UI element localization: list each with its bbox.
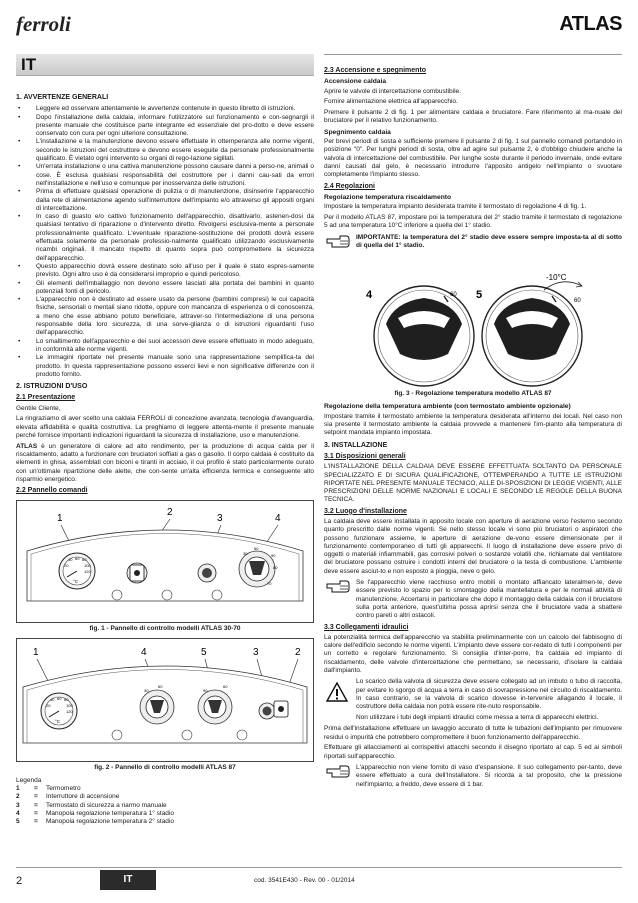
knob-4-tick: 60 (450, 292, 457, 299)
list-item: • Questo apparecchio dovrà essere destinato solo all'uso per il quale è stato espres-samente previsto. Ogni altro uso è da considerarsi improprio e quindi pericoloso. (16, 263, 314, 280)
list-item: • Un'errata installazione o una cattiva manutenzione possono causare danni a perso-ne, animali o cose. È esclusa qualsiasi responsabilità del costruttore per i danni cau-sati da errori nell'installazione e nell'uso e comunque per inosservanza delle istruzioni. (16, 163, 314, 188)
table-row (16, 793, 174, 801)
gauge-tick: 100 (84, 562, 91, 568)
atlas-paragraph (16, 443, 314, 484)
figure-2-caption: fig. 2 - Pannello di controllo modelli ATLAS 87 (94, 763, 236, 771)
warning-text: Lo scarico della valvola di sicurezza deve essere collegato ad un imbuto o tubo di raccolta, per evitare lo sgorgo di acqua a terra in caso di sovrapressione nel circuito di riscaldamento. In caso contrario, se la valvola di scarico dovesse in-tervenire allagando il locale, il costruttore della caldaia non potrà essere rite-nuto responsabile. (356, 678, 622, 711)
gauge-tick: 60 (75, 555, 80, 561)
legend-eq: = (34, 793, 38, 801)
gauge-tick: 20 (46, 703, 51, 709)
gauge-unit: °C (73, 578, 79, 584)
knob-tick: 60 (223, 684, 228, 690)
warning-text: Non utilizzare i tubi degli impianti idraulici come messa a terra di apparecchi elettrici. (356, 714, 599, 722)
knob-tick: 70 (267, 580, 272, 586)
paragraph: Per il modello ATLAS 87, impostare poi la temperatura del 2° stadio tramite il termostato di regolazione 5 ad una temperatura 10°C inferiore a quella del 1° stadio. (324, 213, 622, 230)
section-3-3-title: 3.3 Collegamenti idraulici (324, 623, 409, 631)
pointing-hand-icon (326, 234, 350, 248)
figure-3 (324, 254, 622, 388)
section-2-1-title: 2.1 Presentazione (16, 394, 76, 402)
control-panel-2-drawing (17, 639, 313, 757)
control-panel-figure-1 (16, 500, 314, 623)
legend-eq: = (34, 817, 38, 825)
gauge-unit: °C (55, 719, 61, 725)
control-panel-figure-2 (16, 638, 314, 761)
section-2-4-title: 2.4 Regolazioni (324, 182, 375, 190)
list-item: • In caso di guasto e/o cattivo funzionamento dell'apparecchio, disattivarlo, astenen-dosi da qualsiasi tentativo di riparazione o d'intervento diretto. Rivolgersi esclusiva-mente a personale professionalmente qualificato. L'eventuale riparazione-sostituzione dei prodotti dovrà essere effettuata solamente da personale professio-nalmente qualificato utilizzando esclusivamente ricambi originali. Il mancato rispetto di quanto sopra può compromettere la sicurezza dell'apparecchio. (16, 213, 314, 263)
expansion-vessel-note-text: L'apparecchio non viene fornito di vaso d'espansione. Il suo collegamento per-tanto, deve essere effettuato a cura dell'Installatore. Si ricorda a tal proposito, che la pressione nell'impianto, a freddo, deve essere di 1 bar. (356, 764, 622, 788)
section-2-2-title: 2.2 Pannello comandi (16, 487, 88, 495)
legend-value: Termostato di sicurezza a riarmo manuale (46, 801, 167, 809)
table-row (16, 818, 174, 826)
knob-tick: 30 (243, 550, 248, 556)
legend-value: Termometro (46, 785, 81, 793)
list-item: • L'apparecchio non è destinato ad essere usato da persone (bambini compresi) le cui capacità fisiche, sensoriali o mentali siano ridotte, oppure con mancanza di esperienza o di conoscenza, a meno che esse abbiano potuto beneficiare, attraver-so l'intermediazione di una persona responsabile della loro sicurezza, di una sorve-glianza o di istruzioni riguardanti l'uso dell'apparecchio. (16, 296, 314, 337)
offset-label: -10°C (546, 273, 567, 283)
left-column (16, 90, 314, 826)
list-item: • Dopo l'installazione della caldaia, informare l'utilizzatore sul funzionamento e con-segnargli il presente manuale che costituisce parte integrante ed essenziale del pro-dotto e deve essere conservato con cura per ogni ulteriore consultazione. (16, 114, 314, 139)
boiler-off-heading: Spegnimento caldaia (324, 128, 391, 136)
gauge-tick: 100 (66, 703, 73, 709)
installation-note (324, 579, 622, 620)
knob-tick: 60 (158, 684, 163, 690)
callout-1: 1 (57, 512, 63, 524)
legend-eq: = (34, 801, 38, 809)
legend-title: Legenda (16, 776, 42, 784)
room-temp-heading: Regolazione della temperatura ambiente (con termostato ambiente opzionale) (324, 403, 571, 411)
legend-key: 3 (16, 801, 20, 809)
important-note-text: IMPORTANTE: la temperatura del 2° stadio deve essere sempre imposta-ta al di sotto di quella del 1° stadio. (356, 233, 622, 249)
paragraph: Effettuare gli allacciamenti ai corrispettivi attacchi secondo il disegno riportato al cap. 5 ed ai simboli riportati sull'apparecchio. (324, 744, 622, 760)
legend-value: Manopola regolazione temperatura 1° stadio (46, 809, 174, 817)
paragraph: La caldaia deve essere installata in apposito locale con aperture di aerazione verso l'esterno secondo quanto prescritto dalle norme vigenti. Se nello stesso locale vi sono più bruciatori o aspiratori che possono funzionare assieme, le aperture di aerazione de-vono essere dimensionate per il funzionamento contemporaneo di tutti gli apparecchi. Il luogo di installazione deve essere privo di oggetti o materiali infiammabili, gas corrosivi polveri o sostanze volatili che, richiamate dal ventilatore del bruciatore possano ostruire i condotti interni del bruciatore o la testa di combustione. L'ambiente deve essere asciut-to e non esposto a pioggia, neve o gelo. (324, 518, 622, 575)
gauge-tick: 60 (57, 696, 62, 702)
gauge-tick: 80 (82, 556, 87, 562)
paragraph: Premere il pulsante 2 di fig. 1 per alimentare caldaia e bruciatore. Fare riferimento al ma-nuale del bruciatore per il relativo funzionamento. (324, 109, 622, 125)
gauge-tick: 40 (50, 697, 55, 703)
thermostat-knobs-drawing (324, 254, 622, 388)
control-panel-1-drawing (17, 501, 313, 619)
boiler-on-heading: Accensione caldaia (324, 78, 387, 86)
intro-paragraph: La ringraziamo di aver scelto una caldaia FERROLI di concezione avanzata, tecnologia d'avanguardia, elevata affidabilità e qualità costruttiva. La preghiamo di leggere attenta-mente il presente manuale perché fornisce importanti indicazioni riguardanti la sicurezza di installazione, uso e manutenzione. (16, 415, 314, 440)
list-item: • L'installazione e la manutenzione devono essere effettuate in ottemperanza alle norme vigenti, secondo le istruzioni del costruttore e devono essere eseguite da personale professionalmente qualificato. È vietato ogni intervento su organi di rego-lazione sigillati. (16, 138, 314, 163)
section-1-title: 1. AVVERTENZE GENERALI (16, 94, 109, 101)
callout-3: 3 (253, 647, 259, 659)
paragraph: La potenzialità termica dell'apparecchio va stabilita preliminarmente con un calcolo del fabbisogno di calore dell'edificio secondo le norme vigenti. L'impianto deve essere cor-redato di tutti i componenti per un corretto e regolare funzionamento. Si consiglia d'inter-porre, fra caldaia ed impianto di riscaldamento, delle valvole d'intercettazione che permettano, se necessario, d'isolare la caldaia dall'impianto. (324, 633, 622, 675)
greeting: Gentile Cliente, (16, 404, 61, 412)
list-item: • Le immagini riportate nel presente manuale sono una rappresentazione semplifica-ta del prodotto. In questa rappresentazione possono esserci lievi e non significative differenze con il prodotto fornito. (16, 354, 314, 379)
legend-key: 4 (16, 809, 20, 817)
paragraph: Aprire le valvole di intercettazione combustibile. (324, 87, 461, 95)
warning-triangle-icon (326, 682, 348, 702)
figure-3-caption: fig. 3 - Regolazione temperatura modello ATLAS 87 (394, 390, 552, 398)
language-label: IT (21, 55, 37, 74)
callout-1: 1 (33, 647, 39, 659)
heating-temp-heading: Regolazione temperatura riscaldamento (324, 193, 452, 201)
knob-tick: 90 (203, 688, 208, 694)
language-bar (16, 54, 314, 76)
knob-5-tick: 60 (574, 298, 581, 305)
list-item: • Gli elementi dell'imballaggio non devono essere lasciati alla portata dei bambini in quanto potenziali fonti di pericolo. (16, 280, 314, 297)
table-row (16, 785, 174, 793)
atlas-text: è un generatore di calore ad alto rendimento, per la produzione di acqua calda per il riscaldamento, adatto a funzionare con bruciatori soffiati a gas o gasolio. Il corpo caldaia è costituito da elementi in ghisa, assemblati con biconi e tiranti in acciaio, il cui profilo è stato particolarmente curato con un'ottimale ripartizione delle alette, che con-sente un'alta efficienza termica e conseguente alto risparmio energetico. (16, 442, 314, 484)
paragraph: Impostare tramite il termostato ambiente la temperatura desiderata all'interno dei locali. Nel caso non sia presente il termostato ambiente la caldaia provvede a mantenere l'im-pianto alla temperatura di setpoint mandata impianto impostata. (324, 412, 622, 437)
callout-2: 2 (167, 506, 173, 518)
legend-eq: = (34, 785, 38, 793)
legend-value: Interruttore di accensione (46, 793, 120, 801)
paragraph: Prima dell'installazione effettuare un lavaggio accurato di tutte le tubazioni dell'impianto per rimuovere residui o impurità che potrebbero compromettere il buon funzionamento dell'apparecchio. (324, 725, 622, 741)
expansion-vessel-note (324, 764, 622, 789)
paragraph: Impostare la temperatura impianto desiderata tramite il termostato di regolazione 4 di fig. 1. (324, 203, 587, 211)
legend-table (16, 785, 174, 826)
top-rule (324, 54, 622, 55)
warnings-list (16, 105, 314, 379)
section-2-title: 2. ISTRUZIONI D'USO (16, 383, 88, 391)
callout-4: 4 (141, 647, 147, 659)
table-row (16, 802, 174, 810)
gauge-tick: 20 (64, 562, 69, 568)
page-header (16, 12, 622, 38)
knob-tick: 60 (254, 545, 259, 551)
section-2-3-title: 2.3 Accensione e spegnimento (324, 67, 427, 74)
list-item: • Prima di effettuare qualsiasi operazione di pulizia o di manutenzione, disinserire l'apparecchio dalla rete di alimentazione agendo sull'interruttore dell'impianto e/o attraverso gli appositi organi di intercettazione. (16, 188, 314, 213)
paragraph: Fornire alimentazione elettrica all'apparecchio. (324, 98, 458, 106)
legend-key: 2 (16, 793, 20, 801)
brand-title: ATLAS (559, 13, 622, 35)
knob-tick: 80 (273, 564, 278, 570)
legend-value: Manopola regolazione temperatura 2° stadio (46, 817, 174, 825)
pointing-hand-icon (326, 764, 350, 778)
atlas-lead: ATLAS (16, 442, 38, 450)
callout-2: 2 (295, 647, 301, 659)
knob-5-label: 5 (476, 289, 483, 302)
section-3-2-title: 3.2 Luogo d'installazione (324, 507, 407, 515)
legend-key: 1 (16, 785, 20, 793)
callout-3: 3 (217, 512, 223, 524)
knob-tick: 90 (271, 552, 276, 558)
list-item: • Leggere ed osservare attentamente le avvertenze contenute in questo libretto di istruzioni. (16, 105, 314, 113)
language-tab: IT (100, 870, 156, 890)
section-3-title: 3. INSTALLAZIONE (324, 441, 388, 449)
callout-4: 4 (275, 512, 281, 524)
gauge-tick: 120 (84, 568, 91, 574)
knob-tick: 30 (144, 688, 149, 694)
page-footer (16, 867, 622, 891)
figure-1-caption: fig. 1 - Pannello di controllo modelli ATLAS 30-70 (89, 624, 241, 632)
installation-note-text: Se l'apparecchio viene racchiuso entro mobili o montato affiancato lateralmen-te, deve essere previsto lo spazio per lo smontaggio della mantellatura e per le normali attività di manutenzione. Accertarsi in particolare che dopo il montaggio della caldaia con il bruciatore sulla porta anteriore, quest'ultima possa aprirsi senza che il bruciatore vada a sbattere contro pareti o altri ostacoli. (356, 579, 622, 620)
callout-5: 5 (201, 647, 207, 659)
paragraph: L'INSTALLAZIONE DELLA CALDAIA DEVE ESSERE EFFETTUATA SOLTANTO DA PERSONALE SPECIALIZZATO E DI SICURA QUALIFICAZIONE, OTTEMPERANDO A TUTTE LE ISTRUZIONI RIPORTATE NEL PRESENTE MANUALE TECNICO, ALLE DI-SPOSIZIONI DI LEGGE VIGENTI, ALLE PRESCRIZIONI DELLE NORME NAZIONALI E LOCALI E SECONDO LE REGOLE DELLA BUONA TECNICA. (324, 463, 622, 504)
legend-key: 5 (16, 817, 20, 825)
gauge-tick: 120 (66, 709, 73, 715)
gauge-tick: 40 (68, 556, 73, 562)
page-number: 2 (16, 875, 23, 887)
right-column (324, 64, 622, 792)
document-code: cod. 3541E430 - Rev. 00 - 01/2014 (254, 877, 355, 884)
safety-warning (324, 678, 622, 722)
table-row (16, 810, 174, 818)
knob-4-label: 4 (366, 289, 373, 302)
legend-eq: = (34, 809, 38, 817)
gauge-tick: 80 (64, 697, 69, 703)
list-item: • Lo smaltimento dell'apparecchio e dei suoi accessori deve essere effettuato in modo adeguato, in conformità alle norme vigenti. (16, 338, 314, 355)
section-3-1-title: 3.1 Disposizioni generali (324, 452, 406, 460)
pointing-hand-icon (326, 579, 350, 593)
ferroli-logo: ferroli (16, 12, 71, 36)
paragraph: Per brevi periodi di sosta è sufficiente premere il pulsante 2 di fig. 1 sul pannello comandi portandolo in posizione "0". Per lunghi periodi di sosta, oltre ad agire sul pulsante 2, è d'obbligo chiudere anche la valvola di intercettazione del combustibile. Per lunghe soste durante il periodo invernale, onde evitare danni causati dal gelo, è necessario introdurre l'apposito antigelo nell'impianto o svuotare completamente l'impianto stesso. (324, 138, 622, 179)
important-note (324, 234, 622, 251)
